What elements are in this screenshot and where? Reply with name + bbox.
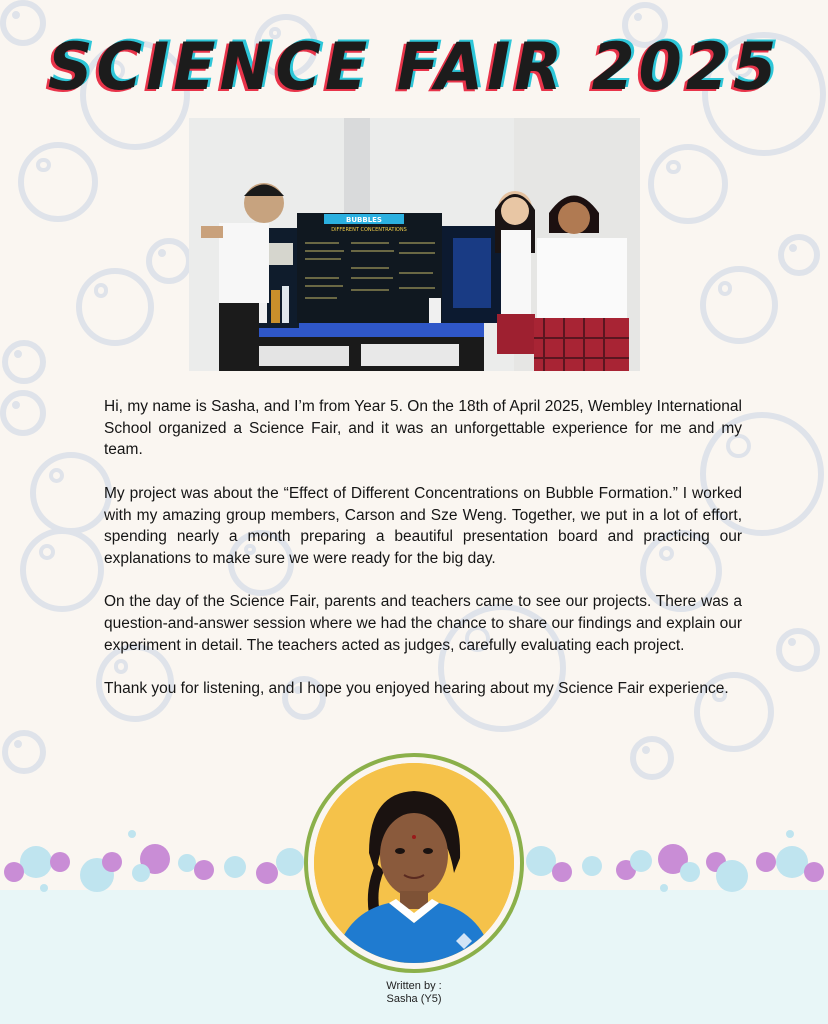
bubble-decoration	[552, 862, 572, 882]
paragraph-fair-day: On the day of the Science Fair, parents and teachers came to see our projects. There was a question-and-answer session where we had the chance to share our findings and explain our experiment in detail. The teachers acted as judges, carefully evaluating each project.	[104, 593, 742, 654]
paragraph-intro: Hi, my name is Sasha, and I’m from Year 5. On the 18th of April 2025, Wembley International School organized a Science Fair, and it was an unforgettable experience for me and my team.	[104, 398, 742, 459]
paragraph-project: My project was about the “Effect of Different Concentrations on Bubble Formation.” I worked with my amazing group members, Carson and Sze Weng. Together, we put in a lot of effort, spending nearly a month preparing a beautiful presentation board and practicing our explanations to make sure we were ready for the big day.	[104, 484, 742, 567]
author-label: Written by :	[386, 980, 442, 992]
paragraph-closing: Thank you for listening, and I hope you enjoyed hearing about my Science Fair experience.	[104, 680, 729, 698]
bubble-decoration	[194, 860, 214, 880]
portrait-illustration	[314, 763, 514, 963]
bubble-decoration	[102, 852, 122, 872]
bubble-decoration	[680, 862, 700, 882]
bubble-decoration	[224, 856, 246, 878]
bubble-decoration	[20, 528, 104, 612]
bubble-decoration	[786, 830, 794, 838]
bubble-decoration	[4, 862, 24, 882]
author-credit	[314, 980, 514, 1006]
author-portrait	[304, 753, 524, 973]
bubble-decoration	[256, 862, 278, 884]
bubble-decoration	[132, 864, 150, 882]
bubble-decoration	[20, 846, 52, 878]
bubble-decoration	[76, 268, 154, 346]
bubble-decoration	[2, 340, 46, 384]
bubble-decoration	[630, 736, 674, 780]
portrait-photo	[314, 763, 514, 963]
bubble-decoration	[756, 852, 776, 872]
bubble-decoration	[700, 266, 778, 344]
bubble-decoration	[276, 848, 304, 876]
bubble-decoration	[146, 238, 192, 284]
bubble-decoration	[2, 730, 46, 774]
bubble-decoration	[0, 390, 46, 436]
bubble-decoration	[660, 884, 668, 892]
bubble-decoration	[30, 452, 112, 534]
bubble-decoration	[40, 884, 48, 892]
bubble-decoration	[776, 628, 820, 672]
bubble-decoration	[778, 234, 820, 276]
bubble-decoration	[648, 144, 728, 224]
article-body	[104, 396, 742, 721]
bubble-decoration	[630, 850, 652, 872]
bubble-decoration	[128, 830, 136, 838]
page-title: SCIENCE FAIR 2025	[47, 28, 781, 105]
author-name: Sasha (Y5)	[386, 993, 442, 1005]
bubble-decoration	[716, 860, 748, 892]
board-subtitle: DIFFERENT CONCENTRATIONS	[331, 227, 407, 233]
science-fair-photo	[189, 118, 640, 371]
bubble-decoration	[50, 852, 70, 872]
board-heading: BUBBLES	[346, 216, 382, 224]
photo-illustration	[189, 118, 640, 371]
bubble-decoration	[582, 856, 602, 876]
bubble-decoration	[18, 142, 98, 222]
bubble-decoration	[804, 862, 824, 882]
